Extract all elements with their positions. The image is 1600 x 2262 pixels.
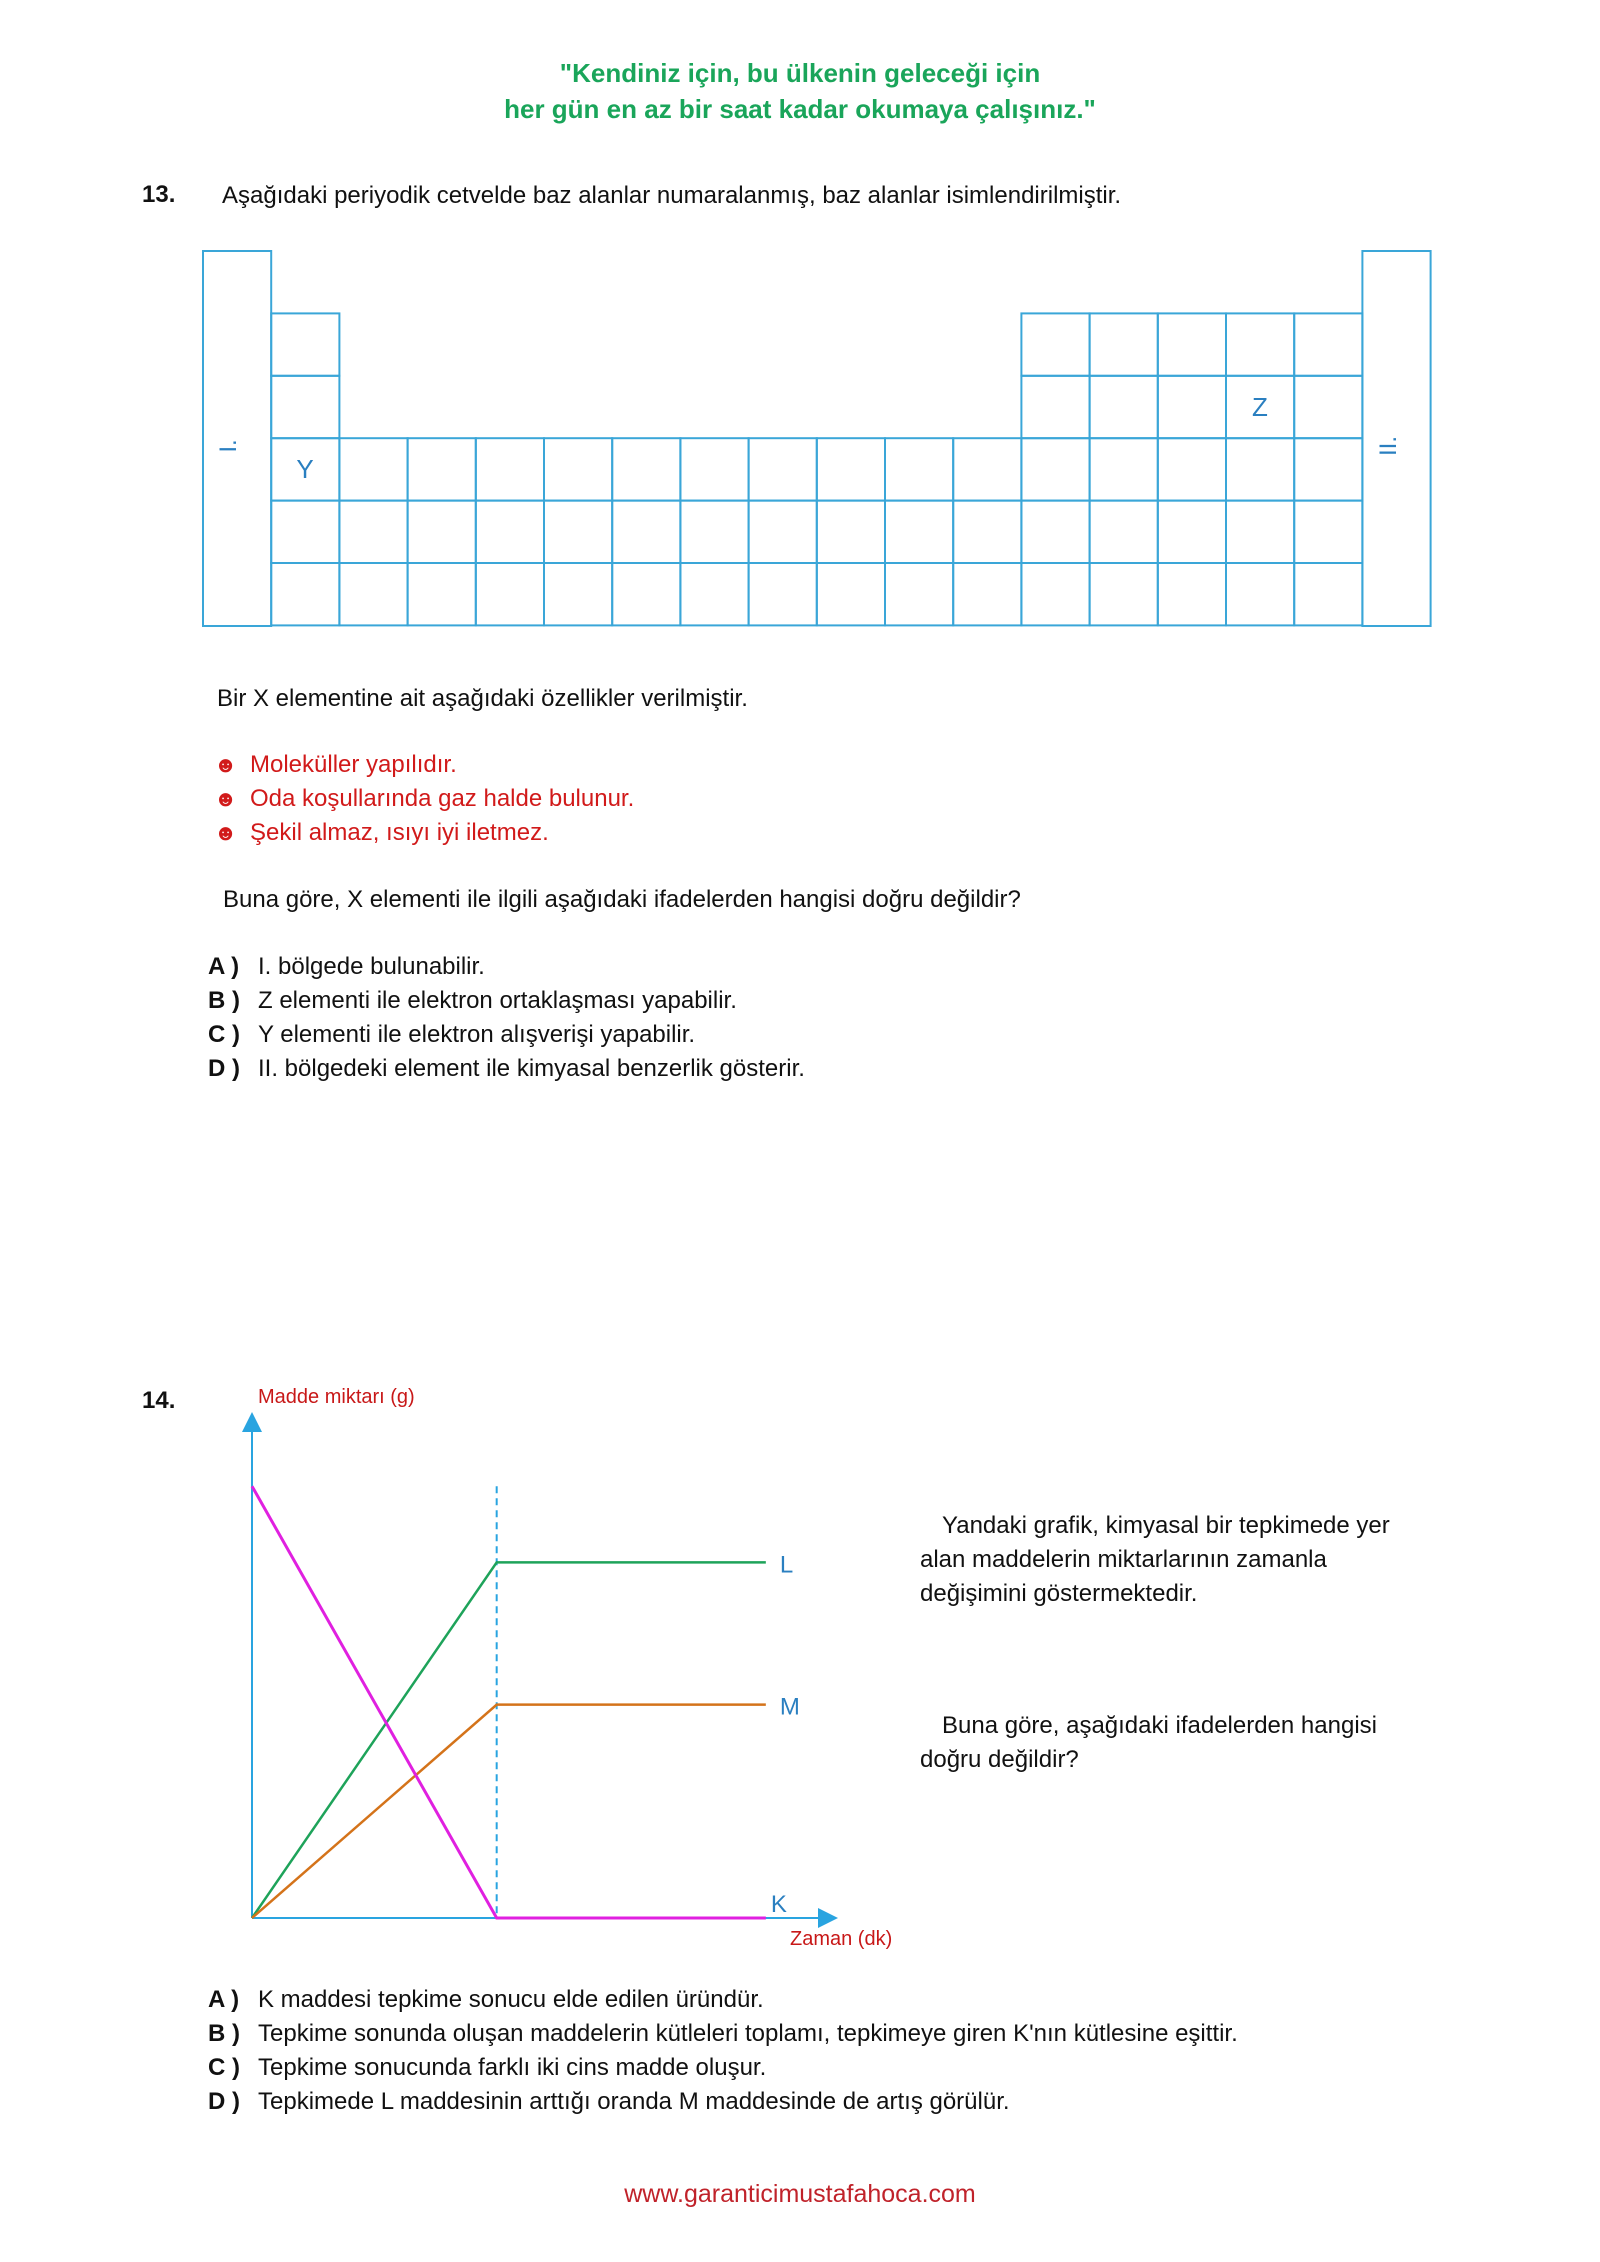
table-cell — [1158, 376, 1226, 438]
series-l-label: L — [779, 1551, 794, 1579]
table-cell — [953, 501, 1021, 563]
option-text: Y elementi ile elektron alışverişi yapabilir. — [258, 1021, 696, 1048]
question-14-number: 14. — [142, 1387, 176, 1414]
option-b[interactable] — [208, 2017, 1238, 2051]
option-text: II. bölgedeki element ile kimyasal benzerlik gösterir. — [258, 1055, 805, 1082]
table-cell — [1294, 376, 1362, 438]
table-cell — [885, 501, 953, 563]
table-cell — [1090, 438, 1158, 500]
series-k-label: K — [770, 1891, 787, 1918]
y-axis-label: Madde miktarı (g) — [258, 1386, 415, 1408]
table-cell — [476, 563, 544, 625]
option-letter: D ) — [208, 2088, 240, 2115]
table-cell — [1021, 438, 1089, 500]
table-cell — [1021, 313, 1089, 375]
table-cell — [612, 501, 680, 563]
table-cell — [953, 563, 1021, 625]
table-cell — [271, 313, 339, 375]
option-c[interactable] — [208, 2051, 1238, 2085]
property-text: Moleküller yapılıdır. — [250, 751, 457, 778]
table-cell — [1226, 563, 1294, 625]
smiley-bullet-icon: ☻ — [214, 752, 238, 777]
element-z-label: Z — [1252, 392, 1268, 422]
question-13-prompt: Aşağıdaki periyodik cetvelde baz alanlar numaralanmış, baz alanlar isimlendirilmiştir. — [222, 182, 1122, 209]
question-14-options — [208, 1983, 1238, 2119]
table-cell — [1090, 376, 1158, 438]
table-cell — [1158, 438, 1226, 500]
option-a[interactable] — [208, 1983, 1238, 2017]
property-text: Oda koşullarında gaz halde bulunur. — [250, 785, 635, 812]
table-cell — [1294, 438, 1362, 500]
option-letter: B ) — [208, 2020, 240, 2047]
series-l-line — [252, 1562, 766, 1918]
region-i-label: I. — [215, 439, 242, 453]
table-cell — [953, 438, 1021, 500]
question-14-question: Buna göre, aşağıdaki ifadelerden hangisi doğru değildir? — [920, 1712, 1377, 1773]
table-cell — [1294, 501, 1362, 563]
option-text: Tepkimede L maddesinin arttığı oranda M maddesinde de artış görülür. — [258, 2088, 1010, 2115]
table-cell — [476, 501, 544, 563]
table-cell — [612, 563, 680, 625]
smiley-bullet-icon: ☻ — [214, 786, 238, 811]
reaction-chart — [0, 1370, 960, 1970]
table-cell — [885, 438, 953, 500]
question-13-intro: Bir X elementine ait aşağıdaki özellikler verilmiştir. — [217, 685, 748, 712]
table-cell — [1021, 501, 1089, 563]
table-cell — [1226, 313, 1294, 375]
table-cell — [271, 563, 339, 625]
table-cell — [1294, 313, 1362, 375]
chart-description: Yandaki grafik, kimyasal bir tepkimede yer alan maddelerin miktarlarının zamanla değişimini göstermektedir. — [920, 1512, 1390, 1607]
table-cell — [408, 438, 476, 500]
option-text: Tepkime sonucunda farklı iki cins madde oluşur. — [258, 2054, 767, 2081]
table-cell — [1090, 501, 1158, 563]
properties-list — [214, 748, 634, 850]
x-axis-label: Zaman (dk) — [790, 1928, 893, 1950]
option-text: Z elementi ile elektron ortaklaşması yapabilir. — [258, 987, 737, 1014]
table-cell — [680, 438, 748, 500]
table-cell — [476, 438, 544, 500]
table-cell — [1158, 563, 1226, 625]
series-m-line — [252, 1705, 766, 1918]
table-cell — [203, 251, 271, 626]
region-ii-label: II. — [1375, 435, 1402, 457]
option-letter: B ) — [208, 987, 240, 1014]
option-c[interactable] — [208, 1018, 805, 1052]
table-cell — [817, 501, 885, 563]
table-cell — [544, 501, 612, 563]
table-cell — [749, 501, 817, 563]
table-cell — [271, 376, 339, 438]
element-y-label: Y — [296, 454, 314, 484]
question-13-options — [208, 950, 805, 1086]
question-13-number: 13. — [142, 181, 176, 208]
option-a[interactable] — [208, 950, 805, 984]
table-cell — [1294, 563, 1362, 625]
option-text: K maddesi tepkime sonucu elde edilen üründür. — [258, 1986, 764, 2013]
periodic-table-grid — [203, 251, 1431, 626]
table-cell — [339, 501, 407, 563]
table-cell — [680, 563, 748, 625]
table-cell — [1090, 563, 1158, 625]
table-cell — [544, 563, 612, 625]
option-letter: C ) — [208, 1021, 240, 1048]
property-item — [214, 816, 634, 850]
option-text: I. bölgede bulunabilir. — [258, 953, 485, 980]
table-cell — [1226, 438, 1294, 500]
option-letter: D ) — [208, 1055, 240, 1082]
periodic-table — [0, 0, 1600, 640]
table-cell — [749, 563, 817, 625]
table-cell — [1158, 501, 1226, 563]
option-b[interactable] — [208, 984, 805, 1018]
series-m-label: M — [779, 1693, 800, 1721]
table-cell — [612, 438, 680, 500]
table-cell — [408, 563, 476, 625]
table-cell — [1021, 563, 1089, 625]
property-item — [214, 748, 634, 782]
smiley-bullet-icon: ☻ — [214, 820, 238, 845]
question-13-question: Buna göre, X elementi ile ilgili aşağıdaki ifadelerden hangisi doğru değildir? — [223, 886, 1021, 913]
table-cell — [271, 501, 339, 563]
header-line-1: "Kendiniz için, bu ülkenin geleceği için — [559, 58, 1041, 88]
table-cell — [1021, 376, 1089, 438]
header-line-2: her gün en az bir saat kadar okumaya çalışınız." — [504, 94, 1096, 124]
table-cell — [680, 501, 748, 563]
option-letter: A ) — [208, 953, 240, 980]
table-cell — [749, 438, 817, 500]
option-text: Tepkime sonunda oluşan maddelerin kütleleri toplamı, tepkimeye giren K'nın kütlesine eşittir. — [258, 2020, 1238, 2047]
table-cell — [817, 563, 885, 625]
option-letter: C ) — [208, 2054, 240, 2081]
property-item — [214, 782, 634, 816]
table-cell — [1090, 313, 1158, 375]
table-cell — [408, 501, 476, 563]
property-text: Şekil almaz, ısıyı iyi iletmez. — [250, 819, 549, 846]
table-cell — [339, 438, 407, 500]
table-cell — [885, 563, 953, 625]
footer-url[interactable]: www.garanticimustafahoca.com — [624, 2180, 976, 2208]
option-letter: A ) — [208, 1986, 240, 2013]
table-cell — [1226, 501, 1294, 563]
table-cell — [817, 438, 885, 500]
table-cell — [1158, 313, 1226, 375]
table-cell — [544, 438, 612, 500]
option-d[interactable] — [208, 2085, 1238, 2119]
option-d[interactable] — [208, 1052, 805, 1086]
series-k-line — [252, 1486, 766, 1918]
table-cell — [339, 563, 407, 625]
